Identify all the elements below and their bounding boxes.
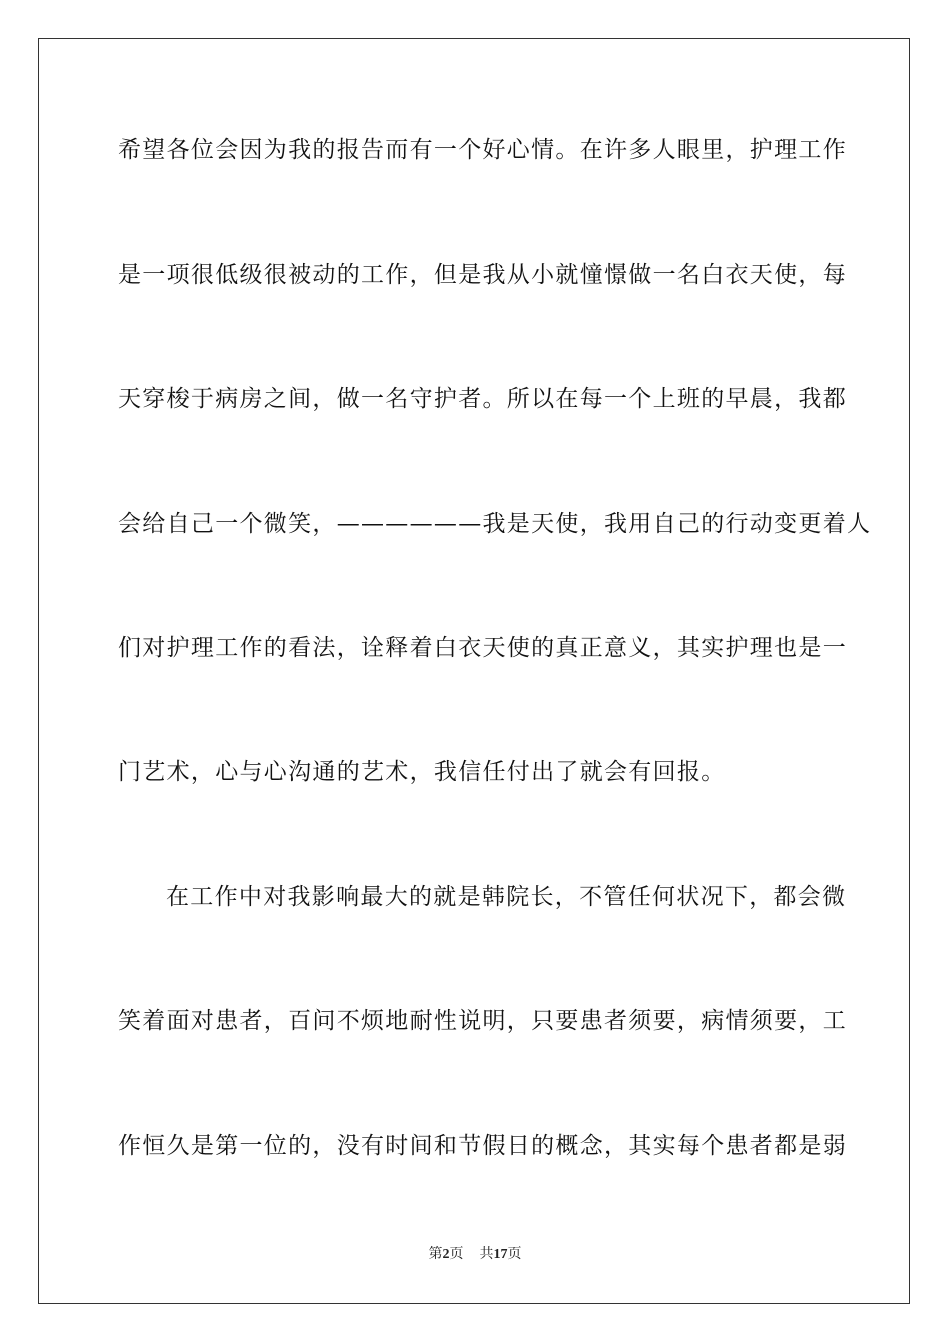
total-prefix: 共 [479, 1247, 494, 1262]
total-suffix: 页 [507, 1247, 522, 1262]
page-footer [0, 1246, 950, 1264]
text-line: 会给自己一个微笑，——————我是天使，我用自己的行动变更着人 [118, 511, 872, 537]
text-line: 是一项很低级很被动的工作，但是我从小就憧憬做一名白衣天使，每 [118, 262, 847, 288]
text-line: 作恒久是第一位的，没有时间和节假日的概念，其实每个患者都是弱 [118, 1133, 847, 1159]
text-line: 笑着面对患者，百问不烦地耐性说明，只要患者须要，病情须要，工 [118, 1008, 847, 1034]
page-suffix: 页 [449, 1247, 464, 1262]
total-pages: 17 [493, 1247, 508, 1262]
page-border [38, 38, 910, 1304]
text-line: 天穿梭于病房之间，做一名守护者。所以在每一个上班的早晨，我都 [118, 386, 847, 412]
text-line: 门艺术，心与心沟通的艺术，我信任付出了就会有回报。 [118, 759, 726, 785]
text-line: 希望各位会因为我的报告而有一个好心情。在许多人眼里，护理工作 [118, 137, 847, 163]
text-line: 们对护理工作的看法，诠释着白衣天使的真正意义，其实护理也是一 [118, 635, 847, 661]
text-line: 在工作中对我影响最大的就是韩院长，不管任何状况下，都会微 [166, 884, 847, 910]
page-number: 2 [442, 1247, 450, 1262]
page-prefix: 第 [428, 1247, 443, 1262]
